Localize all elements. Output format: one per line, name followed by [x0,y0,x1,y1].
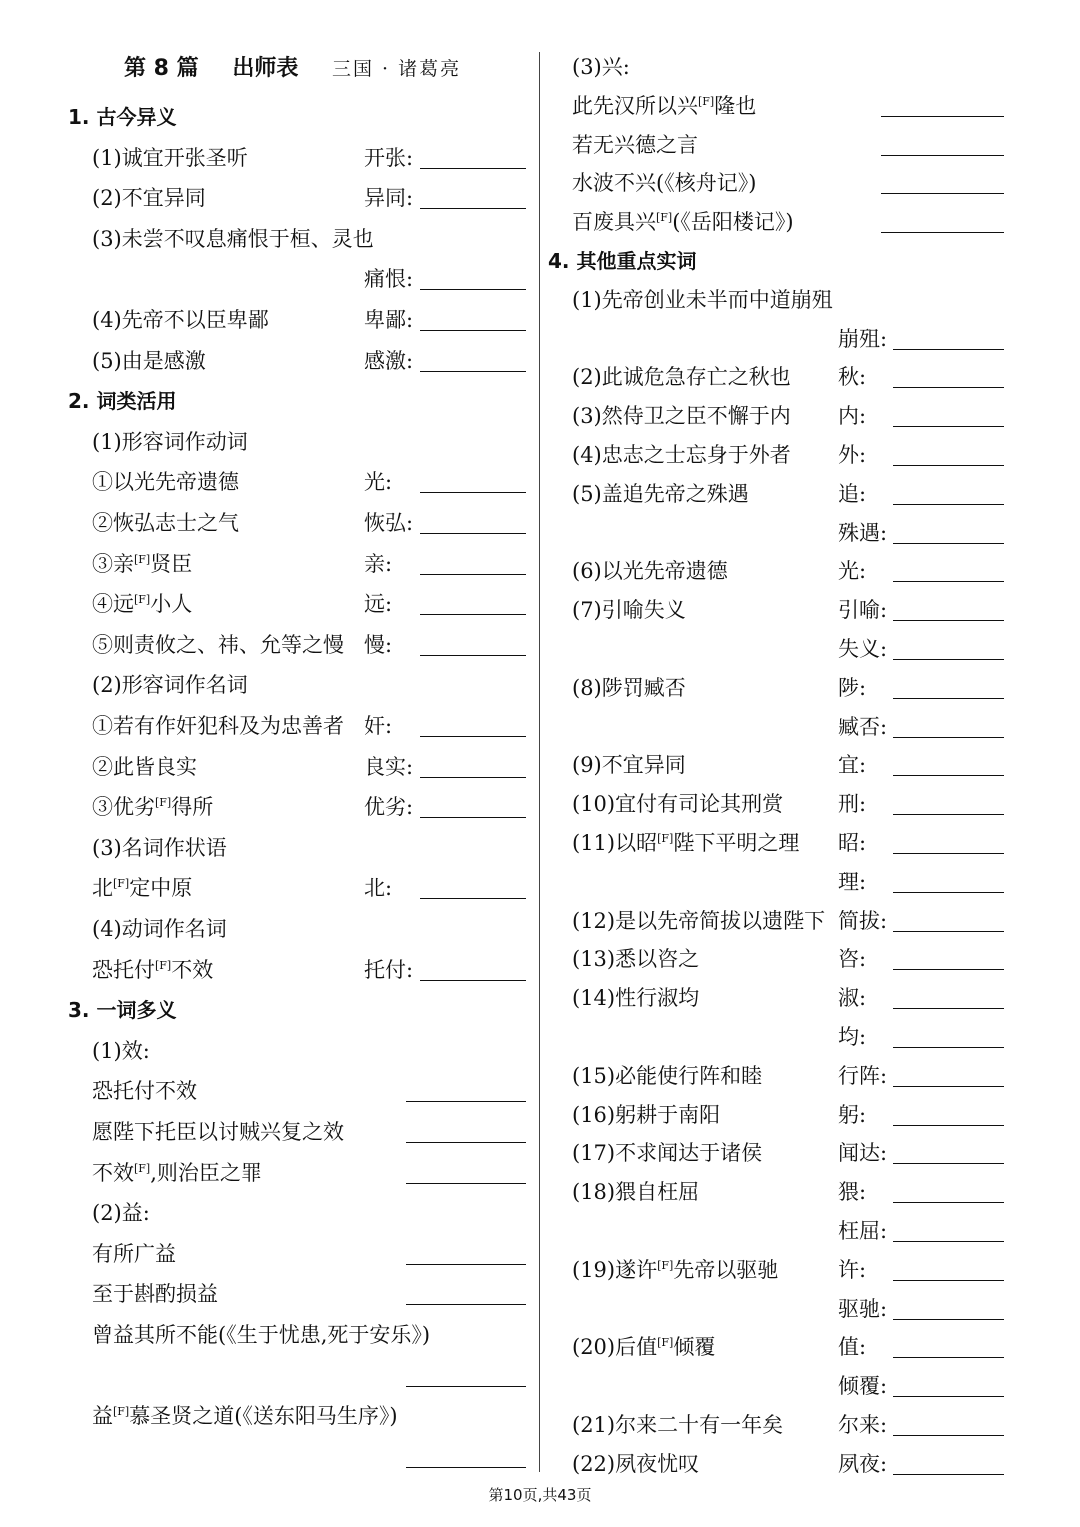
exercise-text: 北 [92,876,113,901]
answer-blank[interactable] [893,774,1004,776]
footnote-marker: [F] [155,796,172,810]
answer-label: 恢弘: [364,511,414,535]
answer-blank[interactable] [893,658,1004,660]
answer-label: 外: [838,443,867,467]
section-heading-text: 1. 古今异义 [68,105,177,129]
answer-label: 光: [838,559,867,584]
answer-label: 夙夜: [838,1451,888,1476]
exercise-text: 百废具兴 [572,210,656,235]
section-heading [68,384,530,418]
answer-blank[interactable] [420,167,526,169]
answer-blank[interactable] [893,1473,1004,1475]
answer-blank[interactable] [406,1141,526,1143]
answer-blank[interactable] [420,897,526,899]
exercise-text: (13)悉以咨之 [572,947,700,972]
answer-blank[interactable] [406,1100,526,1102]
exercise-text: (2)益: [92,1201,150,1226]
exercise-row [548,1447,1008,1481]
exercise-text-cont: 先帝以驱驰 [673,1257,779,1282]
answer-blank[interactable] [893,1085,1004,1087]
exercise-row [548,1059,1008,1093]
exercise-text: ②此皆良实 [92,754,197,779]
answer-label: 枉屈: [838,1219,888,1243]
exercise-text: 若无兴德之言 [572,132,698,157]
exercise-row [548,89,1008,123]
answer-blank[interactable] [420,979,526,981]
exercise-text: (7)引喻失义 [572,598,686,623]
exercise-row [68,262,530,296]
exercise-text: (2)此诚危急存亡之秋也 [572,365,791,390]
answer-blank[interactable] [881,154,1004,156]
footnote-marker: [F] [698,94,715,108]
exercise-row [68,344,530,378]
answer-blank[interactable] [893,348,1004,350]
exercise-text [548,715,572,739]
exercise-row [68,1196,530,1230]
exercise-text: (1)效: [92,1038,150,1063]
exercise-text: (3)然侍卫之臣不懈于内 [572,404,791,429]
footnote-marker: [F] [656,211,673,225]
answer-blank[interactable] [893,1201,1004,1203]
exercise-row [68,628,530,662]
exercise-row [68,222,530,256]
exercise-row [68,790,530,824]
answer-label: 淑: [838,986,867,1011]
exercise-row [548,477,1008,511]
exercise-row [68,181,530,215]
answer-blank[interactable] [893,891,1004,893]
answer-blank[interactable] [881,115,1004,117]
exercise-text: (4)先帝不以臣卑鄙 [92,308,269,332]
answer-blank[interactable] [893,852,1004,854]
exercise-text: (6)以光先帝遗德 [572,559,728,584]
answer-blank[interactable] [420,532,526,534]
exercise-row [548,1020,1008,1054]
exercise-text-cont: 倾覆 [673,1335,716,1360]
answer-label: 远: [364,592,393,617]
footnote-marker: [F] [657,832,674,845]
exercise-text: (18)猥自枉屈 [572,1180,700,1205]
exercise-text-cont: 陛下平明之理 [673,831,800,855]
footnote-marker: [F] [113,1405,130,1419]
exercise-row [548,904,1008,938]
exercise-row [68,1115,530,1149]
answer-label: 陟: [838,675,867,700]
answer-blank[interactable] [893,1279,1004,1281]
exercise-row [548,981,1008,1015]
answer-blank[interactable] [893,1240,1004,1242]
exercise-text: ③优劣 [92,795,155,820]
section-heading [548,244,1008,278]
exercise-text: (16)躬耕于南阳 [572,1102,721,1127]
exercise-row [548,205,1008,239]
exercise-row [68,1074,530,1108]
exercise-text-cont: 得所 [171,795,214,820]
answer-label: 北: [364,876,393,901]
exercise-text: (1)形容词作动词 [92,429,248,454]
answer-label: 优劣: [364,795,414,820]
exercise-row [68,668,530,702]
exercise-text: (1)先帝创业未半而中道崩殂 [572,287,833,312]
exercise-row [68,709,530,743]
exercise-text-cont: 定中原 [129,876,193,901]
exercise-text-cont: ,则治臣之罪 [150,1160,262,1185]
answer-blank[interactable] [893,386,1004,388]
exercise-text: (17)不求闻达于诸侯 [572,1141,763,1166]
exercise-row [548,50,1008,84]
answer-blank[interactable] [893,813,1004,815]
exercise-row [68,141,530,175]
exercise-row [68,1034,530,1068]
answer-label: 托付: [364,957,414,982]
answer-blank[interactable] [420,329,526,331]
exercise-row [548,1330,1008,1364]
exercise-row [68,1277,530,1311]
answer-blank[interactable] [893,968,1004,970]
exercise-row [548,1136,1008,1170]
answer-blank[interactable] [893,1007,1004,1009]
exercise-row [68,831,530,865]
answer-blank[interactable] [406,1182,526,1184]
answer-label: 感激: [364,348,414,373]
essay-author: 三国 · 诸葛亮 [332,58,462,80]
exercise-row [548,166,1008,200]
exercise-row [68,1440,530,1474]
answer-label: 良实: [364,754,414,779]
answer-blank[interactable] [893,697,1004,699]
answer-blank[interactable] [893,580,1004,582]
answer-blank[interactable] [893,464,1004,466]
exercise-text: (19)遂许 [572,1257,658,1282]
exercise-text: 益 [92,1404,113,1429]
exercise-row [548,1214,1008,1248]
answer-label: 均: [838,1025,867,1049]
answer-label: 开张: [364,145,414,170]
answer-blank[interactable] [893,1434,1004,1436]
answer-label: 咨: [838,947,867,972]
exercise-text: (5)盖追先帝之殊遇 [572,481,749,506]
answer-blank[interactable] [406,1466,526,1468]
exercise-row [68,1237,530,1271]
answer-blank[interactable] [881,192,1004,194]
exercise-text-cont: 小人 [150,592,193,617]
answer-blank[interactable] [893,425,1004,427]
answer-blank[interactable] [893,542,1004,544]
answer-blank[interactable] [881,231,1004,233]
exercise-row [68,587,530,621]
exercise-text-cont: 隆也 [714,93,757,118]
footnote-marker: [F] [657,1258,674,1272]
answer-label: 秋: [838,365,867,390]
answer-blank[interactable] [420,573,526,575]
exercise-text: (20)后值 [572,1335,658,1360]
section-heading [68,993,530,1027]
exercise-text: (2)形容词作名词 [92,673,248,698]
section-heading-text: 4. 其他重点实词 [548,249,697,273]
answer-blank[interactable] [893,1124,1004,1126]
footnote-marker: [F] [134,1161,151,1175]
exercise-row [548,1253,1008,1287]
answer-blank[interactable] [893,736,1004,738]
exercise-text [548,637,572,661]
exercise-text-cont: 慕圣贤之道(《送东阳马生序》) [129,1404,398,1429]
footnote-marker: [F] [134,552,151,566]
exercise-row [68,506,530,540]
exercise-row [548,826,1008,860]
exercise-row [68,547,530,581]
exercise-row [548,554,1008,588]
exercise-text [68,1364,92,1388]
exercise-text: (21)尔来二十有一年矣 [572,1413,784,1437]
answer-label: 许: [838,1257,867,1282]
exercise-text: ①以光先帝遗德 [92,470,239,495]
exercise-text [548,1297,572,1321]
exercise-text: 此先汉所以兴 [572,93,698,118]
exercise-row [68,303,530,337]
page-title [124,52,530,86]
footnote-marker: [F] [657,1336,674,1350]
exercise-text: (3)兴: [572,55,630,79]
exercise-row [548,1098,1008,1132]
exercise-row [68,953,530,987]
exercise-text: (10)宜付有司论其刑赏 [572,792,784,817]
answer-blank[interactable] [420,491,526,493]
answer-blank[interactable] [420,370,526,372]
exercise-row [548,865,1008,899]
answer-label: 追: [838,481,867,506]
answer-label: 卑鄙: [364,308,414,332]
exercise-text: (12)是以先帝简拔以遗陛下 [572,908,826,933]
exercise-text [548,870,572,894]
exercise-text: (3)未尝不叹息痛恨于桓、灵也 [92,226,374,251]
exercise-row [548,748,1008,782]
exercise-text: 曾益其所不能(《生于忧患,死于安乐》) [92,1323,431,1347]
exercise-row [548,787,1008,821]
exercise-text: 愿陛下托臣以讨贼兴复之效 [92,1120,344,1144]
exercise-text: (4)动词作名词 [92,917,227,941]
answer-blank[interactable] [893,1046,1004,1048]
answer-blank[interactable] [406,1303,526,1305]
answer-label: 殊遇: [838,520,888,545]
exercise-text [68,1445,92,1469]
exercise-text: 不效 [92,1160,134,1185]
answer-blank[interactable] [893,1395,1004,1397]
exercise-row [548,632,1008,666]
answer-label: 失义: [838,637,888,661]
exercise-row [68,1359,530,1393]
exercise-text: (4)忠志之士忘身于外者 [572,443,791,467]
answer-label: 理: [838,869,867,894]
answer-label: 驱驰: [838,1296,888,1321]
answer-blank[interactable] [893,1162,1004,1164]
footnote-marker: [F] [113,877,130,891]
answer-blank[interactable] [420,613,526,615]
exercise-text: (11)以昭 [572,831,658,855]
answer-blank[interactable] [893,1356,1004,1358]
exercise-text: ③亲 [92,551,134,576]
answer-label: 崩殂: [838,326,888,351]
column-divider [539,52,540,1472]
footnote-marker: [F] [155,958,172,972]
exercise-row [68,1399,530,1433]
answer-blank[interactable] [420,816,526,818]
answer-blank[interactable] [893,503,1004,505]
exercise-row [68,465,530,499]
answer-label: 亲: [364,551,393,576]
exercise-row [548,516,1008,550]
exercise-text: (14)性行淑均 [572,986,700,1011]
answer-blank[interactable] [420,207,526,209]
answer-blank[interactable] [893,619,1004,621]
exercise-text: (15)必能使行阵和睦 [572,1063,763,1088]
exercise-text: (3)名词作状语 [92,835,227,860]
answer-label: 光: [364,470,393,495]
exercise-text: (2)不宜异同 [92,186,206,211]
exercise-row [68,750,530,784]
answer-label: 闻达: [838,1141,888,1166]
exercise-text: (1)诚宜开张圣听 [92,145,248,170]
exercise-row [548,1369,1008,1403]
exercise-text: ①若有作奸犯科及为忠善者 [92,714,344,738]
exercise-row [548,593,1008,627]
exercise-row [68,871,530,905]
chapter-label: 第 8 篇 [124,56,199,81]
exercise-text [548,521,572,545]
essay-title: 出师表 [232,56,299,81]
answer-label: 躬: [838,1102,867,1127]
answer-label: 奸: [364,714,393,738]
answer-label: 臧否: [838,714,888,739]
exercise-row [548,360,1008,394]
answer-blank[interactable] [420,288,526,290]
exercise-row [68,912,530,946]
exercise-row [548,283,1008,317]
exercise-text [548,1219,572,1243]
footnote-marker: [F] [134,593,151,607]
exercise-text [548,1374,572,1398]
exercise-text: 水波不兴(《核舟记》) [572,171,757,196]
answer-blank[interactable] [893,930,1004,932]
answer-blank[interactable] [420,776,526,778]
exercise-text: 恐托付 [92,957,155,982]
answer-label: 异同: [364,186,414,211]
section-heading [68,100,530,134]
exercise-row [548,1175,1008,1209]
answer-blank[interactable] [420,735,526,737]
answer-label: 值: [838,1335,867,1360]
exercise-text-cont: 不效 [171,957,214,982]
answer-blank[interactable] [406,1385,526,1387]
exercise-row [68,1156,530,1190]
exercise-text: 恐托付不效 [92,1079,197,1104]
answer-label: 宜: [838,753,867,778]
exercise-text [548,327,572,351]
answer-label: 猥: [838,1180,867,1205]
exercise-text: ④远 [92,592,134,617]
answer-label: 昭: [838,831,867,855]
exercise-row [548,710,1008,744]
exercise-text: (8)陟罚臧否 [572,675,686,700]
exercise-text [68,267,92,291]
exercise-text [548,1025,572,1049]
section-heading-text: 2. 词类活用 [68,389,177,414]
answer-blank[interactable] [893,1318,1004,1320]
answer-label: 慢: [364,632,393,657]
answer-label: 刑: [838,792,867,817]
exercise-row [548,671,1008,705]
exercise-text: (22)夙夜忧叹 [572,1451,700,1476]
exercise-text: ⑤则责攸之、祎、允等之慢 [92,632,344,657]
answer-label: 倾覆: [838,1374,888,1399]
answer-blank[interactable] [406,1263,526,1265]
answer-label: 痛恨: [364,267,414,292]
answer-label: 引喻: [838,598,888,623]
exercise-text: (9)不宜异同 [572,753,686,778]
exercise-text-cont: 贤臣 [150,551,193,576]
exercise-row [68,425,530,459]
section-heading-text: 3. 一词多义 [68,998,177,1023]
exercise-row [548,322,1008,356]
exercise-text-cont: (《岳阳楼记》) [672,210,794,235]
exercise-text: 至于斟酌损益 [92,1282,218,1307]
exercise-text: (5)由是感激 [92,348,206,373]
exercise-row [548,1292,1008,1326]
answer-label: 行阵: [838,1063,888,1088]
answer-label: 简拔: [838,908,888,933]
exercise-row [548,942,1008,976]
exercise-row [548,438,1008,472]
exercise-row [548,399,1008,433]
exercise-text: 有所广益 [92,1241,176,1266]
exercise-row [68,1318,530,1352]
exercise-text: ②恢弘志士之气 [92,511,239,535]
exercise-row [548,128,1008,162]
exercise-row [548,1408,1008,1442]
answer-label: 内: [838,404,867,429]
page-footer: 第10页,共43页 [488,1486,592,1504]
answer-label: 尔来: [838,1413,888,1437]
answer-blank[interactable] [420,654,526,656]
